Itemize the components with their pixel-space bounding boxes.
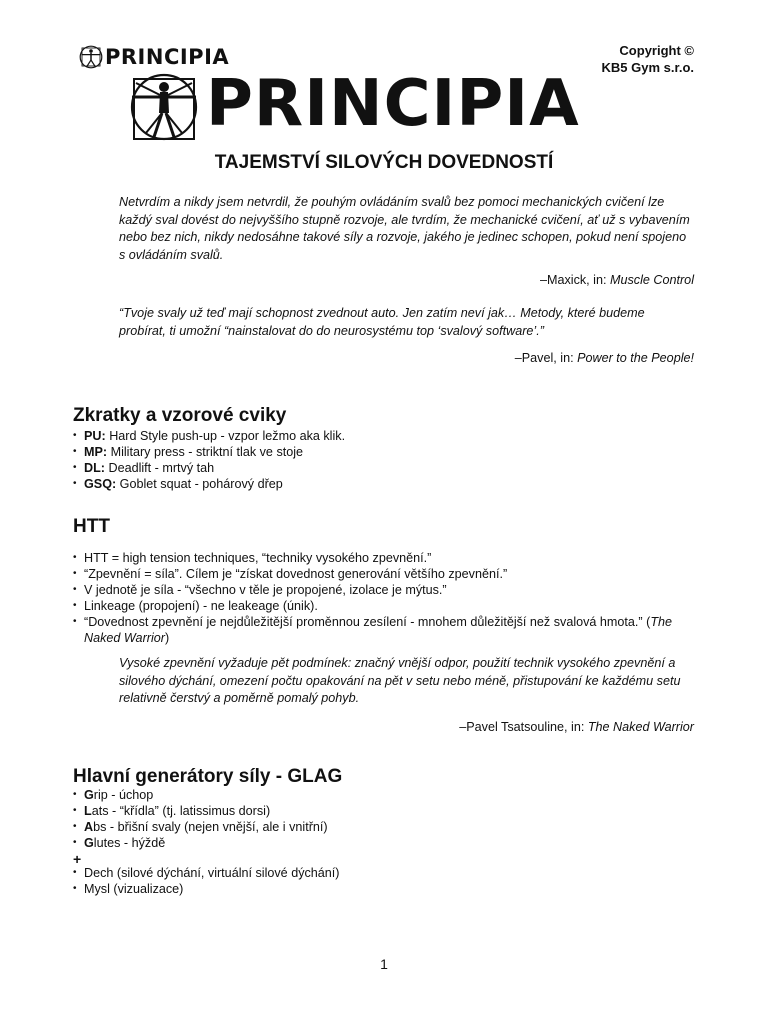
htt-quote-close: )	[164, 631, 170, 645]
main-logo	[124, 67, 580, 141]
quote-pavel: “Tvoje svaly už teď mají schopnost zvednout auto. Jen zatím neví jak… Metody, které budeme probírat, ti umožní “nainstalovat do do neurosystému top ‘svalový software’.”	[119, 306, 645, 338]
abbr-desc: Deadlift - mrtvý tah	[104, 461, 215, 475]
abbr-desc: Goblet squat - pohárový dřep	[116, 477, 283, 491]
section-heading-htt: HTT	[73, 516, 110, 537]
glag-letter: L	[84, 804, 92, 818]
quote-maxick: Netvrdím a nikdy jsem netvrdil, že pouhým ovládáním svalů bez pomoci mechanických cvičení lze každý sval dovést do nejvyššího stupně rozvoje, ale tvrdím, že mechanické cvičení, ať už s vybavením nebo bez nich, nikdy nedosáhne takové síly a rozvoje, jakého je jedinec schopen, pokud není spojeno s ovládáním svalů.	[119, 195, 690, 262]
abbr-code: GSQ:	[84, 477, 117, 491]
glag-extra-list	[73, 865, 340, 897]
abbreviations-list	[73, 428, 345, 492]
list-item: • HTT = high tension techniques, “techniky vysokého zpevnění.”	[73, 550, 673, 566]
vitruvian-man-icon	[79, 45, 103, 69]
glag-desc: ats - “křídla” (tj. latissimus dorsi)	[91, 804, 271, 818]
abbr-desc: Military press - striktní tlak ve stoje	[107, 445, 304, 459]
list-item: • “Zpevnění = síla”. Cílem je “získat dovednost generování většího zpevnění.”	[73, 566, 673, 582]
list-item	[73, 819, 328, 835]
main-logo-text: PRINCIPIA	[206, 67, 580, 141]
copyright-line: Copyright ©	[619, 43, 694, 58]
glag-desc: lutes - hýždě	[93, 836, 166, 850]
list-item: • Dech (silové dýchání, virtuální silové dýchání)	[73, 865, 340, 881]
htt-quote-source: The Naked Warrior	[84, 615, 673, 645]
quote-tsatsouline: Vysoké zpevnění vyžaduje pět podmínek: značný vnější odpor, použití technik vysokého zpevnění a silového dýchání, omezení počtu opakování na pět v setu nebo méně, přistupování ke každému setu relativně čerstvý a poměrně pomalý pohyb.	[119, 656, 681, 705]
htt-quote-text: “Dovednost zpevnění je nejdůležitější proměnnou zesílení - mnohem důležitější než svalová hmota.” (	[84, 615, 651, 629]
list-item: • Mysl (vizualizace)	[73, 881, 340, 897]
list-item	[73, 476, 345, 492]
quote-attribution	[515, 351, 694, 365]
attribution-author: –Maxick, in:	[540, 273, 610, 287]
list-item: • V jednotě je síla - “všechno v těle je propojené, izolace je mýtus.”	[73, 582, 673, 598]
list-item	[73, 787, 328, 803]
page-number: 1	[380, 956, 388, 972]
attribution-source: Power to the People!	[577, 351, 694, 365]
abbr-desc: Hard Style push-up - vzpor ležmo aka klik.	[105, 429, 346, 443]
glag-list	[73, 787, 328, 851]
abbr-code: MP:	[84, 445, 108, 459]
list-item	[73, 460, 345, 476]
attribution-author: –Pavel Tsatsouline, in:	[459, 720, 588, 734]
list-item	[73, 614, 673, 646]
glag-letter: G	[84, 836, 94, 850]
attribution-source: The Naked Warrior	[587, 720, 694, 734]
page-title: TAJEMSTVÍ SILOVÝCH DOVEDNOSTÍ	[214, 152, 554, 173]
section-heading-glag: Hlavní generátory síly - GLAG	[73, 766, 343, 787]
list-item	[73, 835, 328, 851]
quote-attribution	[459, 720, 694, 734]
attribution-source: Muscle Control	[610, 273, 694, 287]
company-name: KB5 Gym s.r.o.	[601, 60, 694, 75]
abbr-code: DL:	[84, 461, 105, 475]
glag-desc: bs - břišní svaly (nejen vnější, ale i vnitřní)	[93, 820, 328, 834]
list-item: • Linkeage (propojení) - ne leakeage (únik).	[73, 598, 673, 614]
list-item	[73, 444, 345, 460]
list-item	[73, 428, 345, 444]
section-heading-zkratky: Zkratky a vzorové cviky	[73, 405, 287, 426]
htt-list	[73, 550, 673, 646]
glag-desc: rip - úchop	[93, 788, 154, 802]
vitruvian-man-icon	[124, 73, 204, 141]
copyright-notice	[602, 42, 694, 76]
list-item	[73, 803, 328, 819]
glag-letter: A	[84, 820, 94, 834]
plus-sign: +	[73, 851, 82, 867]
abbr-code: PU:	[84, 429, 106, 443]
small-logo-text: PRINCIPIA	[105, 45, 230, 69]
attribution-author: –Pavel, in:	[514, 351, 578, 365]
quote-attribution	[540, 273, 694, 287]
glag-letter: G	[84, 788, 94, 802]
